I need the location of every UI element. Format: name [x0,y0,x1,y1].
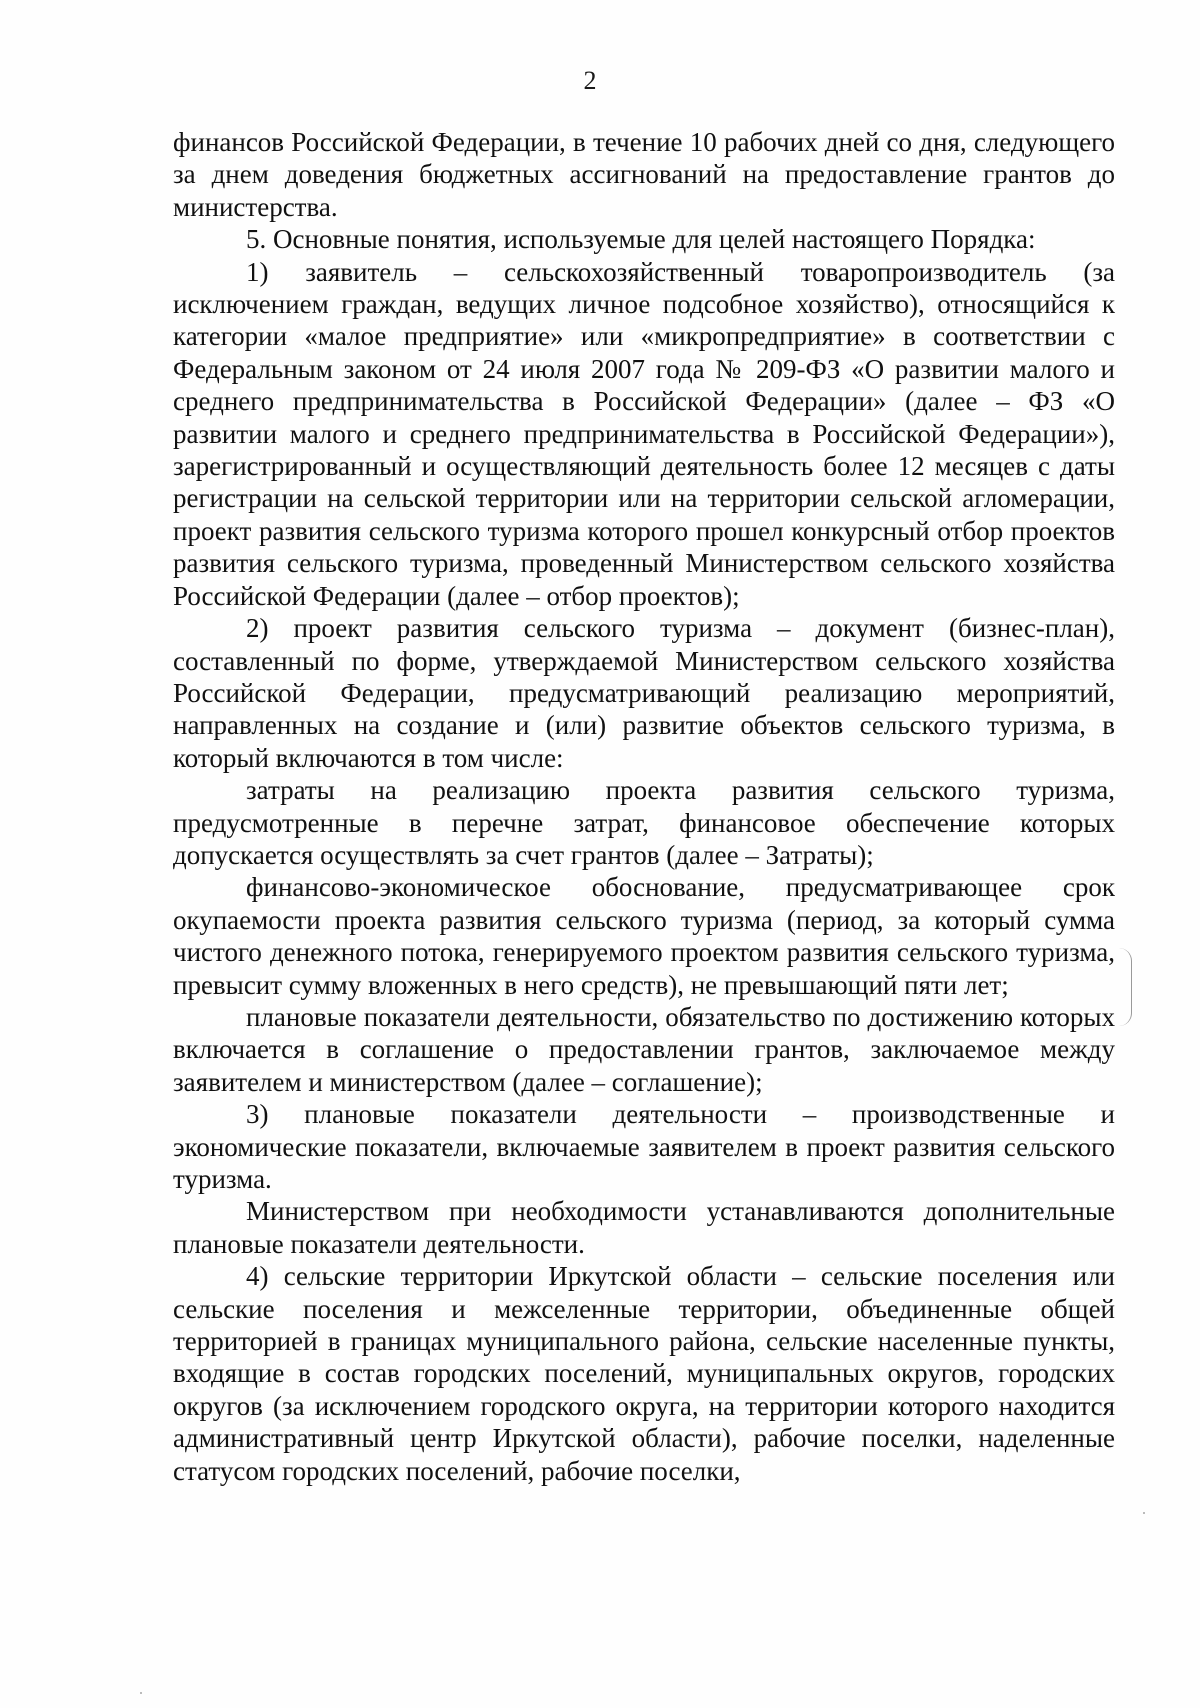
paragraph-grant-funding-deadline: финансов Российской Федерации, в течение 10 рабочих дней со дня, следующего за днем доведения бюджетных ассигнований на предоставление грантов до министерства. [173,127,1115,222]
page-number: 2 [583,66,597,95]
paragraph-planned-indicators-obligation: плановые показатели деятельности, обязательство по достижению которых включается в соглашение о предоставлении грантов, заключаемое между заявителем и министерством (далее – соглашение); [173,1001,1115,1097]
paragraph-section-5-definitions: 5. Основные понятия, используемые для целей настоящего Порядка: [246,224,1036,255]
paragraph-definition-applicant: 1) заявитель – сельскохозяйственный товаропроизводитель (за исключением граждан, ведущих личное подсобное хозяйство), относящийся к категории «малое предприятие» или «микропредприятие» в соответствии с Федеральным законом от 24 июля 2007 года № 209-ФЗ «О развитии малого и среднего предпринимательства в Российской Федерации» (далее – ФЗ «О развитии малого и среднего предпринимательства в Российской Федерации»), зарегистрированный и осуществляющий деятельность более 12 месяцев с даты регистрации на сельской территории или на территории сельской агломерации, проект развития сельского туризма которого прошел конкурсный отбор проектов развития сельского туризма, проведенный Министерством сельского хозяйства Российской Федерации (далее – отбор проектов); [173,256,1115,611]
paragraph-additional-indicators: Министерством при необходимости устанавливаются дополнительные плановые показатели деятельности. [173,1196,1115,1259]
paragraph-definition-tourism-project: 2) проект развития сельского туризма – документ (бизнес-план), составленный по форме, утверждаемой Министерством сельского хозяйства Российской Федерации, предусматривающий реализацию мероприятий, направленных на создание и (или) развитие объектов сельского туризма, в который включаются в том числе: [173,613,1115,773]
document-body [173,126,1115,1487]
scan-artifact-dot [140,1692,142,1694]
paragraph-financial-justification: финансово-экономическое обоснование, предусматривающее срок окупаемости проекта развития сельского туризма (период, за который сумма чистого денежного потока, генерируемого проектом развития сельского туризма, превысит сумму вложенных в него средств), не превышающий пяти лет; [173,872,1115,1000]
paragraph-definition-rural-territories: 4) сельские территории Иркутской области – сельские поселения или сельские поселения и межселенные территории, объединенные общей территорией в границах муниципального района, сельские населенные пункты, входящие в состав городских поселений, муниципальных округов, городских округов (за исключением городского округа, на территории которого находится административный центр Иркутской области), рабочие поселки, наделенные статусом городских поселений, рабочие поселки, [173,1261,1115,1486]
scan-artifact-dot [1143,1512,1145,1514]
paragraph-project-costs: затраты на реализацию проекта развития сельского туризма, предусмотренные в перечне затрат, финансовое обеспечение которых допускается осуществлять за счет грантов (далее – Затраты); [173,775,1115,870]
paragraph-definition-planned-indicators: 3) плановые показатели деятельности – производственные и экономические показатели, включаемые заявителем в проект развития сельского туризма. [173,1099,1115,1194]
scan-artifact-bracket [1119,948,1132,1026]
